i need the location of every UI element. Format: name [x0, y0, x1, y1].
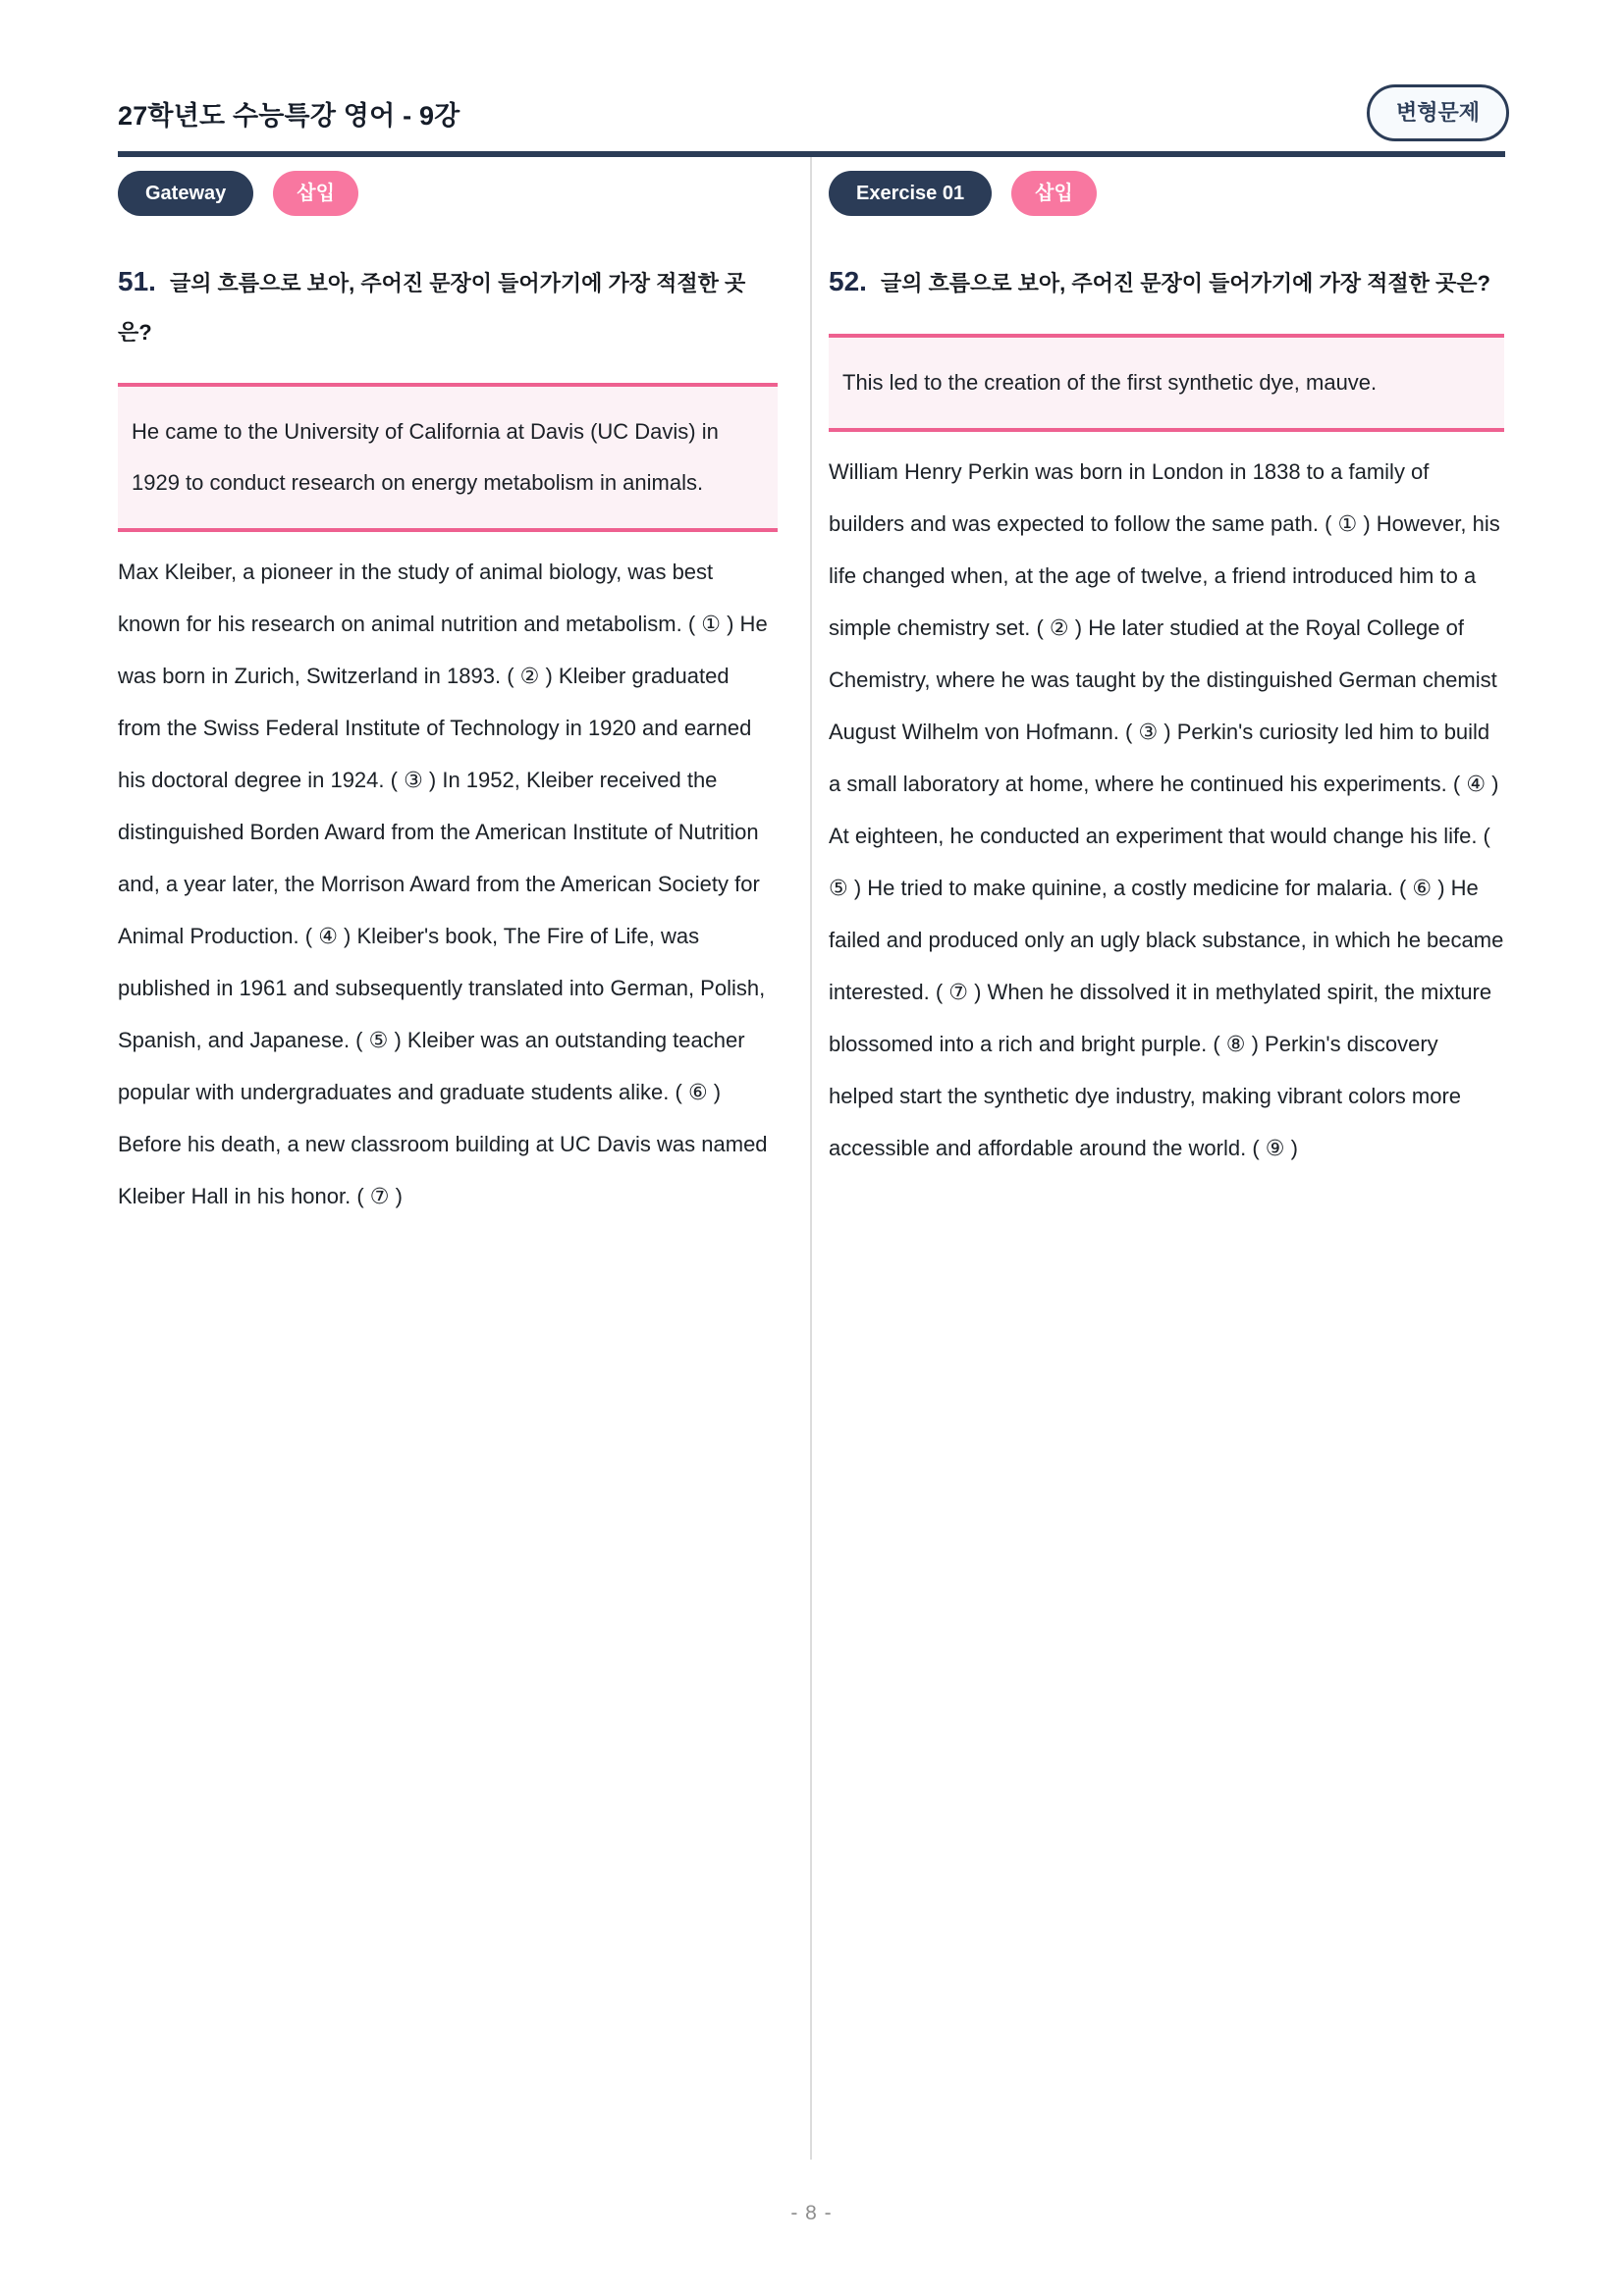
question-52-title — [829, 257, 1504, 308]
type-badge: 삽입 — [1011, 171, 1097, 216]
question-51-section — [118, 157, 778, 2160]
question-prompt: 글의 흐름으로 보아, 주어진 문장이 들어가기에 가장 적절한 곳은? — [880, 271, 1490, 295]
given-sentence: This led to the creation of the first synthetic dye, mauve. — [842, 370, 1378, 395]
variant-problem-badge: 변형문제 — [1367, 84, 1509, 141]
two-column-layout — [118, 157, 1504, 2160]
page-number: - 8 - — [790, 2202, 833, 2224]
given-sentence-box — [829, 334, 1504, 432]
column-divider — [810, 157, 812, 2160]
doc-title: 27학년도 수능특강 영어 - 9강 — [118, 100, 460, 131]
question-52-badges — [829, 171, 1504, 216]
question-number: 52. — [829, 266, 867, 296]
given-sentence-box — [118, 383, 778, 532]
page-header — [118, 84, 1509, 141]
given-sentence: He came to the University of California at Davis (UC Davis) in 1929 to conduct research on energy metabolism in animals. — [132, 419, 719, 495]
question-52-section — [829, 157, 1504, 2160]
type-badge: 삽입 — [273, 171, 358, 216]
question-prompt: 글의 흐름으로 보아, 주어진 문장이 들어가기에 가장 적절한 곳은? — [118, 271, 746, 345]
passage-text: Max Kleiber, a pioneer in the study of animal biology, was best known for his research on animal nutrition and metabolism. ( ① ) He was born in Zurich, Switzerland in 1893. ( ② ) Kleiber graduated from the Swiss Federal Institute of Technology in 1920 and earned his doctoral degree in 1924. ( ③ ) In 1952, Kleiber received the distinguished Borden Award from the American Institute of Nutrition and, a year later, the Morrison Award from the American Society for Animal Production. ( ④ ) Kleiber's book, The Fire of Life, was published in 1961 and subsequently translated into German, Polish, Spanish, and Japanese. ( ⑤ ) Kleiber was an outstanding teacher popular with undergraduates and graduate students alike. ( ⑥ ) Before his death, a new classroom building at UC Davis was named Kleiber Hall in his honor. ( ⑦ ) — [118, 560, 768, 1208]
passage-text: William Henry Perkin was born in London in 1838 to a family of builders and was expected to follow the same path. ( ① ) However, his life changed when, at the age of twelve, a friend introduced him to a simple chemistry set. ( ② ) He later studied at the Royal College of Chemistry, where he was taught by the distinguished German chemist August Wilhelm von Hofmann. ( ③ ) Perkin's curiosity led him to build a small laboratory at home, where he continued his experiments. ( ④ ) At eighteen, he conducted an experiment that would change his life. ( ⑤ ) He tried to make quinine, a costly medicine for malaria. ( ⑥ ) He failed and produced only an ugly black substance, in which he became interested. ( ⑦ ) When he dissolved it in methylated spirit, the mixture blossomed into a rich and bright purple. ( ⑧ ) Perkin's discovery helped start the synthetic dye industry, making vibrant colors more accessible and affordable around the world. ( ⑨ ) — [829, 459, 1504, 1160]
question-number: 51. — [118, 266, 156, 296]
source-badge: Exercise 01 — [829, 171, 992, 216]
question-51-title — [118, 257, 778, 357]
question-51-badges — [118, 171, 778, 216]
source-badge: Gateway — [118, 171, 253, 216]
